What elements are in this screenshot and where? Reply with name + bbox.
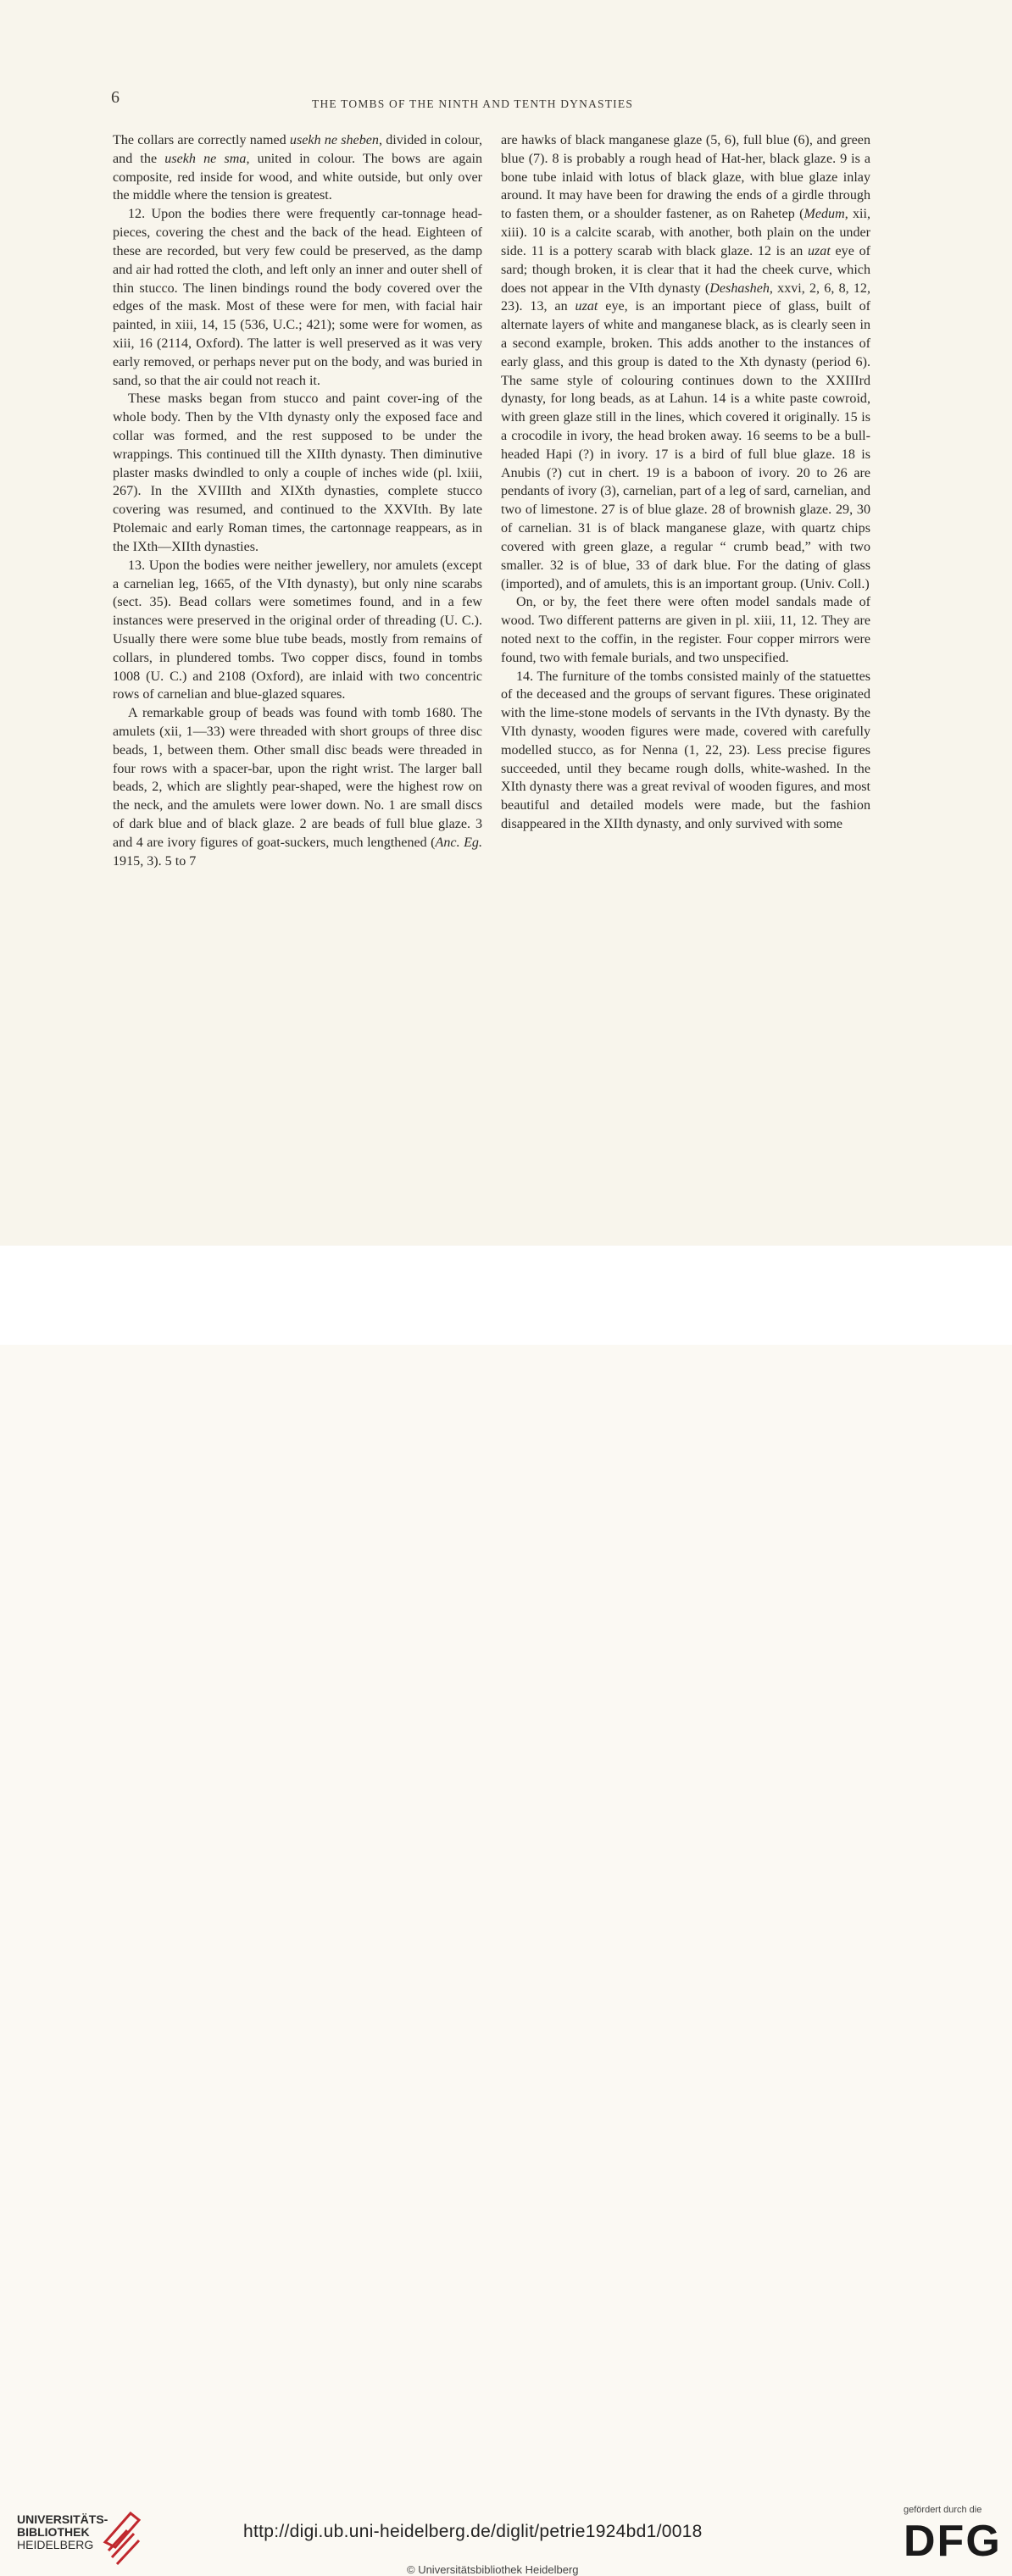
paragraph: On, or by, the feet there were often model sandals made of wood. Two different patterns are given in pl. xiii, 11, 12. They are noted next to the coffin, in the register. Four copper mirrors were found, two with female burials, and two unspecified. xyxy=(501,595,870,665)
paragraph: The collars are correctly named usekh ne sheben, divided in colour, and the usekh ne sma, united in colour. The bows are again composite, red inside for wood, and white outside, but only over the middle where the tension is greatest. xyxy=(113,133,482,203)
copyright-notice: © Universitätsbibliothek Heidelberg xyxy=(407,2563,579,2576)
right-column xyxy=(501,131,870,834)
library-name-line: BIBLIOTHEK xyxy=(17,2525,90,2539)
paragraph: are hawks of black manganese glaze (5, 6), full blue (6), and green blue (7). 8 is probably a rough head of Hat-her, black glaze. 9 is a bone tube inlaid with lotus of black glaze, with blue glaze inlay around. It may have been for drawing the ends of a girdle through to fasten them, or a shoulder fastener, as on Rahetep (Medum, xii, xiii). 10 is a calcite scarab, with another, both plain on the under side. 11 is a pottery scarab with black glaze. 12 is an uzat eye of sard; though broken, it is clear that it had the cheek curve, which does not appear in the VIth dynasty (Deshasheh, xxvi, 2, 6, 8, 12, 23). 13, an uzat eye, is an important piece of glass, built of alternate layers of white and manganese black, as is clearly seen in a second example, broken. This adds another to the instances of early glass, and this group is dated to the Xth dynasty (period 6). The same style of colouring continues down to the XXIIIrd dynasty, for long beads, as at Lahun. 14 is a white paste cowroid, with green glaze still in the lines, which covered it originally. 15 is a crocodile in ivory, the head broken away. 16 seems to be a bull-headed Hapi (?) in ivory. 17 is a bird of full blue glaze. 18 is Anubis (?) cut in chert. 19 is a baboon of ivory. 20 to 26 are pendants of ivory (3), carnelian, part of a leg of sard, carnelian, and two of limestone. 27 is of blue glaze. 28 of brownish glaze. 29, 30 of carnelian. 31 is of black manganese glaze, with quartz chips covered with green glaze, a regular “ crumb bead,” with two smaller. 32 is of blue, 33 of dark blue. For the dating of glass (imported), and of amulets, this is an important group. (Univ. Coll.) xyxy=(501,133,870,591)
library-logo-text[interactable] xyxy=(17,2513,108,2551)
library-name-line: HEIDELBERG xyxy=(17,2538,94,2551)
left-column xyxy=(113,131,482,871)
funder-caption: gefördert durch die xyxy=(904,2505,982,2515)
library-logo-icon xyxy=(102,2508,142,2569)
viewer-footer xyxy=(0,1246,1012,2576)
paragraph: These masks began from stucco and paint cover-ing of the whole body. Then by the VIth dynasty only the exposed face and collar was formed, and the rest supposed to be under the wrappings. This continued till the XIIth dynasty. Then diminutive plaster masks dwindled to only a couple of inches wide (pl. lxiii, 267). In the XVIIIth and XIXth dynasties, complete stucco covering was resumed, and continued to the XXVIth. By late Ptolemaic and early Roman times, the cartonnage reappears, as in the IXth—XIIth dynasties. xyxy=(113,391,482,554)
paragraph: A remarkable group of beads was found with tomb 1680. The amulets (xii, 1—33) were threaded with short groups of three disc beads, 1, between them. Other small disc beads were threaded in four rows with a spacer-bar, upon the right wrist. The larger ball beads, 2, which are slightly pear-shaped, were the highest row on the neck, and the amulets were lower down. No. 1 are small discs of dark blue and of black glaze. 2 are beads of full blue glaze. 3 and 4 are ivory figures of goat-suckers, much lengthened (Anc. Eg. 1915, 3). 5 to 7 xyxy=(113,706,482,869)
permalink-url[interactable]: http://digi.ub.uni-heidelberg.de/diglit/petrie1924bd1/0018 xyxy=(243,2522,703,2541)
paragraph: 12. Upon the bodies there were frequently car-tonnage head-pieces, covering the chest and the back of the head. Eighteen of these are recorded, but very few could be preserved, as the damp and air had rotted the cloth, and left only an inner and outer shell of thin stucco. The linen bindings round the body covered over the edges of the mask. Most of these were for men, with facial hair painted, in xiii, 14, 15 (536, U.C.; 421); some were for women, as xiii, 16 (2114, Oxford). The latter is well preserved as it was very early removed, or perhaps never put on the body, and was buried in sand, so that the air could not reach it. xyxy=(113,207,482,388)
running-title: THE TOMBS OF THE NINTH AND TENTH DYNASTIES xyxy=(312,97,634,110)
library-name-line: UNIVERSITÄTS- xyxy=(17,2512,108,2526)
scanned-page xyxy=(0,0,1012,1246)
page-number: 6 xyxy=(111,88,120,107)
dfg-logo[interactable]: DFG xyxy=(904,2517,1002,2566)
paragraph: 13. Upon the bodies were neither jewellery, nor amulets (except a carnelian leg, 1665, of the VIth dynasty), but only nine scarabs (sect. 35). Bead collars were sometimes found, and in a few instances were preserved in the original order of threading (U. C.). Usually there were some blue tube beads, mostly from remains of collars, in plundered tombs. Two copper discs, found in tombs 1008 (U. C.) and 2108 (Oxford), are inlaid with two concentric rows of carnelian and blue-glazed squares. xyxy=(113,558,482,702)
paragraph: 14. The furniture of the tombs consisted mainly of the statuettes of the deceased and the groups of servant figures. These originated with the lime-stone models of servants in the IVth dynasty. By the VIth dynasty, wooden figures were made, covered with carefully modelled stucco, as for Nenna (1, 22, 23). Less precise figures succeeded, until they became rough dolls, white-washed. In the XIth dynasty there was a great revival of wooden figures, and most beautiful and detailed models were made, but the fashion disappeared in the XIIth dynasty, and only survived with some xyxy=(501,669,870,832)
